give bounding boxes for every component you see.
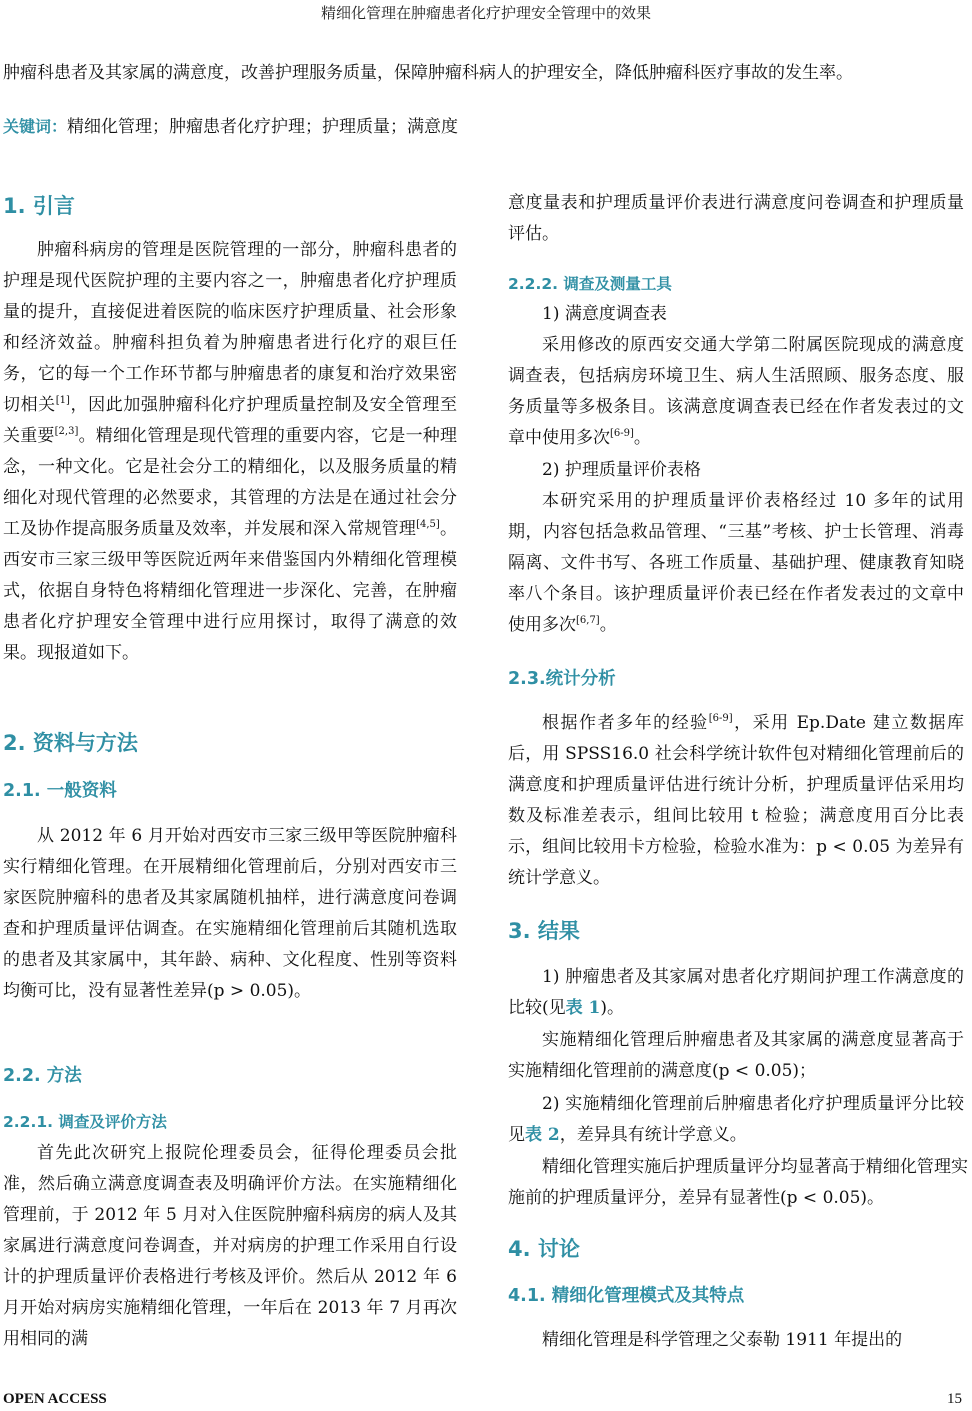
section-2-3-heading: 2.3.统计分析: [508, 669, 616, 689]
result-1-paragraph: 1) 肿瘤患者及其家属对患者化疗期间护理工作满意度的比较(见表 1)。: [508, 967, 964, 1018]
section-4-heading: 4. 讨论: [508, 1237, 580, 1261]
citation: [6-9]: [610, 428, 634, 439]
section-2-2-heading: 2.2. 方法: [3, 1066, 82, 1086]
section-2-heading: 2. 资料与方法: [3, 731, 138, 755]
abstract-tail: 肿瘤科患者及其家属的满意度，改善护理服务质量，保障肿瘤科病人的护理安全，降低肿瘤科医疗事故的发生率。: [3, 63, 853, 83]
citation: [6,7]: [576, 615, 600, 626]
item-quality-form: 2) 护理质量评价表格: [542, 460, 701, 480]
result-1-detail: 实施精细化管理后肿瘤患者及其家属的满意度显著高于实施精细化管理前的满意度(p < 0.05)；: [508, 1030, 964, 1081]
citation: [4,5]: [416, 519, 440, 530]
open-access-label: OPEN ACCESS: [3, 1391, 107, 1407]
citation: [6-9]: [708, 713, 733, 724]
running-head: 精细化管理在肿瘤患者化疗护理安全管理中的效果: [320, 4, 651, 22]
section-2-2-1-paragraph: 首先此次研究上报院伦理委员会，征得伦理委员会批准，然后确立满意度调查表及明确评价方法。在实施精细化管理前，于 2012 年 5 月对入住医院肿瘤科病房的病人及其家属进行满意度问卷调查，并对病房的护理工作采用自行设计的护理质量评价表格进行考核及评价。然后从 2012 年 6 月开始对病房实施精细化管理，一年后在 2013 年 7 月再次用相同的满: [3, 1143, 457, 1349]
item-satisfaction-survey: 1) 满意度调查表: [542, 304, 667, 324]
table-1-link[interactable]: 表 1: [565, 998, 601, 1018]
quality-form-paragraph: 本研究采用的护理质量评价表格经过 10 多年的试用期，内容包括急救品管理、“三基”考核、护士长管理、消毒隔离、文件书写、各班工作质量、基础护理、健康教育知晓率八个条目。该护理质量评价表已经在作者发表过的文章中使用多次[6,7]。: [508, 491, 964, 635]
keywords-label: 关键词：: [3, 117, 68, 136]
section-2-3-paragraph: 根据作者多年的经验[6-9]，采用 Ep.Date 建立数据库后，用 SPSS16.0 社会科学统计软件包对精细化管理前后的满意度和护理质量评估进行统计分析，护理质量评估采用均数及标准差表示，组间比较用 t 检验；满意度用百分比表示，组间比较用卡方检验，检验水准为：p < 0.05 为差异有统计学意义。: [508, 713, 964, 888]
section-1-paragraph: 肿瘤科病房的管理是医院管理的一部分，肿瘤科患者的护理是现代医院护理的主要内容之一，肿瘤患者化疗护理质量的提升，直接促进着医院的临床医疗护理质量、社会形象和经济效益。肿瘤科担负着为肿瘤患者进行化疗的艰巨任务，它的每一个工作环节都与肿瘤患者的康复和治疗效果密切相关[1]，因此加强肿瘤科化疗护理质量控制及安全管理至关重要[2,3]。精细化管理是现代管理的重要内容，它是一种理念，一种文化。它是社会分工的精细化，以及服务质量的精细化对现代管理的必然要求，其管理的方法是在通过社会分工及协作提高服务质量及效率，并发展和深入常规管理[4,5]。西安市三家三级甲等医院近两年来借鉴国内外精细化管理模式，依据自身特色将精细化管理进一步深化、完善，在肿瘤患者化疗护理安全管理中进行应用探讨，取得了满意的效果。现报道如下。: [3, 240, 458, 663]
keywords-line: [3, 112, 458, 142]
section-1-heading: 1. 引言: [3, 194, 75, 218]
page-number: 15: [947, 1391, 962, 1407]
section-2-1-heading: 2.1. 一般资料: [3, 781, 117, 801]
keywords-text: 精细化管理；肿瘤患者化疗护理；护理质量；满意度: [67, 117, 459, 137]
section-2-2-1-heading: 2.2.1. 调查及评价方法: [3, 1113, 167, 1131]
satisfaction-survey-paragraph: 采用修改的原西安交通大学第二附属医院现成的满意度调查表，包括病房环境卫生、病人生活照顾、服务态度、服务质量等多极条目。该满意度调查表已经在作者发表过的文章中使用多次[6-9]。: [508, 335, 964, 448]
citation: [1]: [55, 395, 70, 406]
citation: [2,3]: [54, 426, 79, 437]
section-2-2-1-paragraph-continued: 意度量表和护理质量评价表进行满意度问卷调查和护理质量评估。: [508, 193, 964, 244]
table-2-link[interactable]: 表 2: [525, 1125, 560, 1145]
section-2-1-paragraph: 从 2012 年 6 月开始对西安市三家三级甲等医院肿瘤科实行精细化管理。在开展精细化管理前后，分别对西安市三家医院肿瘤科的患者及其家属随机抽样，进行满意度问卷调查和护理质量评估调查。在实施精细化管理前后其随机选取的患者及其家属中，其年龄、病种、文化程度、性别等资料均衡可比，没有显著性差异(p > 0.05)。: [3, 826, 457, 1001]
result-2-detail: 精细化管理实施后护理质量评分均显著高于精细化管理实施前的护理质量评分，差异有显著性(p < 0.05)。: [508, 1157, 968, 1208]
section-2-2-2-heading: 2.2.2. 调查及测量工具: [508, 275, 672, 293]
section-4-1-paragraph: 精细化管理是科学管理之父泰勒 1911 年提出的: [542, 1330, 903, 1350]
section-4-1-heading: 4.1. 精细化管理模式及其特点: [508, 1286, 745, 1306]
section-3-heading: 3. 结果: [508, 919, 580, 943]
result-2-paragraph: 2) 实施精细化管理前后肿瘤患者化疗护理质量评分比较见表 2，差异具有统计学意义。: [508, 1094, 964, 1145]
